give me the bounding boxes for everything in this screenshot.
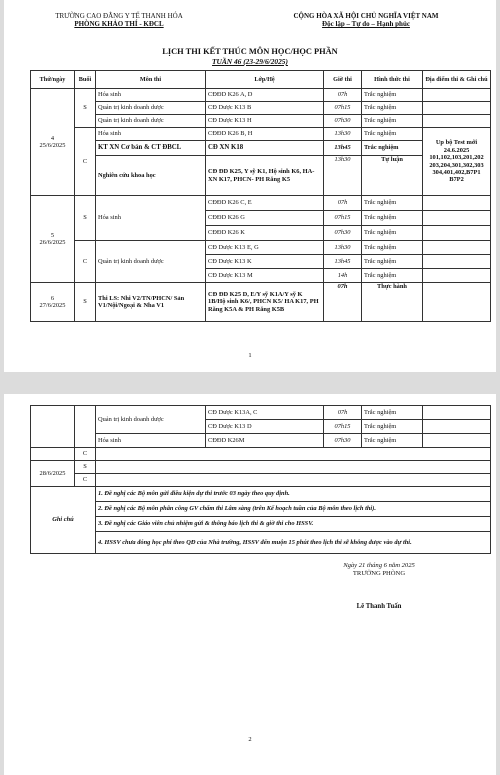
empty-cell xyxy=(96,461,491,474)
session-cell: S xyxy=(75,89,96,128)
subject-cell: Hóa sinh xyxy=(96,89,206,102)
col-class: Lớp/Hệ xyxy=(206,71,324,89)
table-row xyxy=(31,89,491,102)
table-row xyxy=(31,102,491,115)
day-cell: 5 26/6/2025 xyxy=(31,196,75,283)
class-cell: CĐ XN K18 xyxy=(206,141,324,156)
form-cell: Tự luận xyxy=(362,156,423,196)
location-rooms: 101,102,103,201,202 203,204,301,302,303 304,401,402,B7P1 B7P2 xyxy=(429,154,484,184)
note-item: 3. Đề nghị các Giáo viên chủ nhiệm gửi & thông báo lịch thi & giờ thi cho HSSV. xyxy=(96,517,491,532)
location-cell xyxy=(423,115,491,128)
location-cell xyxy=(423,269,491,283)
location-cell xyxy=(423,283,491,322)
form-cell: Trắc nghiệm xyxy=(362,420,423,434)
table-row xyxy=(31,434,491,448)
schedule-table-page1 xyxy=(30,70,491,322)
time-cell: 07h30 xyxy=(324,226,362,241)
nation-name: CỘNG HÒA XÃ HỘI CHỦ NGHĨA VIỆT NAM xyxy=(293,12,439,20)
page-number: 1 xyxy=(248,352,252,359)
location-cell xyxy=(423,406,491,420)
time-cell: 07h30 xyxy=(324,115,362,128)
table-row xyxy=(31,474,491,487)
location-cell xyxy=(423,89,491,102)
table-row xyxy=(31,196,491,211)
class-cell: CĐ Dược K13 B xyxy=(206,102,324,115)
location-cell xyxy=(423,255,491,269)
org-department: PHÒNG KHẢO THÍ - KĐCL xyxy=(74,20,164,28)
form-cell: Trắc nghiệm xyxy=(362,434,423,448)
time-cell: 13h30 xyxy=(324,128,362,141)
form-cell: Trắc nghiệm xyxy=(362,226,423,241)
class-cell: CĐ Dược K13 M xyxy=(206,269,324,283)
col-subject: Môn thi xyxy=(96,71,206,89)
note-item: 4. HSSV chưa đóng học phí theo QĐ của Nhà trường, HSSV đến muộn 15 phút theo lịch thi sẽ không được vào dự thi. xyxy=(96,532,491,554)
class-cell: CĐ Dược K13A, C xyxy=(206,406,324,420)
time-cell: 13h30 xyxy=(324,156,362,196)
col-time: Giờ thi xyxy=(324,71,362,89)
location-cell xyxy=(423,434,491,448)
time-cell: 13h45 xyxy=(324,141,362,156)
notes-label: Ghi chú xyxy=(31,487,96,554)
header-right xyxy=(266,12,466,28)
class-cell: CĐ Dược K13 H xyxy=(206,115,324,128)
time-cell: 07h15 xyxy=(324,211,362,226)
form-cell: Trắc nghiệm xyxy=(362,196,423,211)
form-cell: Trắc nghiệm xyxy=(362,241,423,255)
table-row xyxy=(31,517,491,532)
page-2 xyxy=(4,394,496,775)
location-cell xyxy=(423,420,491,434)
session-cell: S xyxy=(75,196,96,241)
class-cell: CĐ ĐD K25, Y sỹ K1, Hộ sinh K6, HA-XN K17, PHCN- PH Răng K5 xyxy=(206,156,324,196)
col-day: Thứ/ngày xyxy=(31,71,75,89)
table-row xyxy=(31,128,491,141)
location-cell xyxy=(423,102,491,115)
subject-cell: Quản trị kinh doanh dược xyxy=(96,102,206,115)
class-cell: CĐĐD K26 C, E xyxy=(206,196,324,211)
page-1 xyxy=(4,0,496,372)
org-name: TRƯỜNG CAO ĐẲNG Y TẾ THANH HÓA xyxy=(55,12,183,20)
form-cell: Trắc nghiệm xyxy=(362,128,423,141)
form-cell: Trắc nghiệm xyxy=(362,115,423,128)
time-cell: 07h xyxy=(324,196,362,211)
table-row xyxy=(31,448,491,461)
session-cell: C xyxy=(75,241,96,283)
note-item: 1. Đề nghị các Bộ môn gửi điều kiện dự thi trước 03 ngày theo quy định. xyxy=(96,487,491,502)
class-cell: CĐ Dược K13 D xyxy=(206,420,324,434)
subject-cell: Thi LS: Nhi V2/TN/PHCN/ Sản V1/Nội/Ngoại & Nha V1 xyxy=(96,283,206,322)
table-row xyxy=(31,141,491,156)
col-location: Địa điểm thi & Ghi chú xyxy=(423,71,491,89)
table-row xyxy=(31,532,491,554)
sign-position: TRƯỞNG PHÒNG xyxy=(352,570,406,577)
table-header-row xyxy=(31,71,491,89)
session-cell: C xyxy=(75,448,96,461)
table-row xyxy=(31,487,491,502)
class-cell: CĐĐD K26 B, H xyxy=(206,128,324,141)
location-cell xyxy=(423,211,491,226)
day-cell: 28/6/2025 xyxy=(31,461,75,487)
time-cell: 13h30 xyxy=(324,241,362,255)
time-cell: 07h xyxy=(324,283,362,322)
day-cell xyxy=(31,406,75,448)
form-cell: Thực hành xyxy=(362,283,423,322)
table-row xyxy=(31,241,491,255)
day-cell: 6 27/6/2025 xyxy=(31,283,75,322)
table-row xyxy=(31,461,491,474)
schedule-title: LỊCH THI KẾT THÚC MÔN HỌC/HỌC PHẦN xyxy=(162,47,338,56)
time-cell: 14h xyxy=(324,269,362,283)
nation-motto: Độc lập – Tự do – Hạnh phúc xyxy=(322,20,410,28)
subject-cell: Hóa sinh xyxy=(96,128,206,141)
location-cell xyxy=(423,241,491,255)
table-row xyxy=(31,502,491,517)
subject-cell: Nghiên cứu khoa học xyxy=(96,156,206,196)
page-number: 2 xyxy=(248,736,252,743)
table-row xyxy=(31,115,491,128)
day-cell xyxy=(31,448,75,461)
time-cell: 07h xyxy=(324,89,362,102)
class-cell: CĐ ĐD K25 D, E/Y sỹ K1A/Y sỹ K 1B/Hộ sinh K6/, PHCN K5/ HA K17, PH Răng K5A & PH Răng K5B xyxy=(206,283,324,322)
location-cell xyxy=(423,128,491,196)
subject-cell: Quản trị kinh doanh dược xyxy=(96,241,206,283)
class-cell: CĐĐD K26 G xyxy=(206,211,324,226)
subject-cell: Hóa sinh xyxy=(96,196,206,241)
header-left xyxy=(44,12,194,28)
schedule-week: TUẦN 46 (23-29/6/2025) xyxy=(212,57,288,66)
location-cell xyxy=(423,226,491,241)
col-form: Hình thức thi xyxy=(362,71,423,89)
location-note: Up bộ Test mới 24.6.2025 xyxy=(435,139,478,154)
form-cell: Trắc nghiệm xyxy=(362,141,423,156)
form-cell: Trắc nghiệm xyxy=(362,211,423,226)
table-row xyxy=(31,406,491,420)
session-cell: S xyxy=(75,461,96,474)
empty-cell xyxy=(96,474,491,487)
session-cell: C xyxy=(75,128,96,196)
class-cell: CĐĐD K26 K xyxy=(206,226,324,241)
class-cell: CĐ Dược K13 K xyxy=(206,255,324,269)
time-cell: 07h30 xyxy=(324,434,362,448)
table-row xyxy=(31,283,491,322)
subject-cell: Hóa sinh xyxy=(96,434,206,448)
schedule-table-page2 xyxy=(30,405,491,554)
time-cell: 07h xyxy=(324,406,362,420)
class-cell: CĐĐD K26 A, D xyxy=(206,89,324,102)
sign-date: Ngày 21 tháng 6 năm 2025 xyxy=(343,562,415,569)
form-cell: Trắc nghiệm xyxy=(362,255,423,269)
form-cell: Trắc nghiệm xyxy=(362,102,423,115)
empty-cell xyxy=(96,448,491,461)
day-cell: 4 25/6/2025 xyxy=(31,89,75,196)
time-cell: 13h45 xyxy=(324,255,362,269)
subject-cell: Quản trị kinh doanh dược xyxy=(96,115,206,128)
table-row xyxy=(31,156,491,196)
session-cell: C xyxy=(75,474,96,487)
class-cell: CĐ Dược K13 E, G xyxy=(206,241,324,255)
col-session: Buổi xyxy=(75,71,96,89)
form-cell: Trắc nghiệm xyxy=(362,406,423,420)
signer-name: Lê Thanh Tuấn xyxy=(356,603,402,610)
form-cell: Trắc nghiệm xyxy=(362,269,423,283)
time-cell: 07h15 xyxy=(324,420,362,434)
form-cell: Trắc nghiệm xyxy=(362,89,423,102)
class-cell: CĐĐD K26M xyxy=(206,434,324,448)
session-cell: S xyxy=(75,283,96,322)
time-cell: 07h15 xyxy=(324,102,362,115)
note-item: 2. Đề nghị các Bộ môn phân công GV chấm thi Lâm sàng (trên Kế hoạch tuần của Bộ môn theo lịch thi). xyxy=(96,502,491,517)
subject-cell: KT XN Cơ bản & CT ĐBCL xyxy=(96,141,206,156)
session-cell xyxy=(75,406,96,448)
location-cell xyxy=(423,196,491,211)
subject-cell: Quản trị kinh doanh dược xyxy=(96,406,206,434)
